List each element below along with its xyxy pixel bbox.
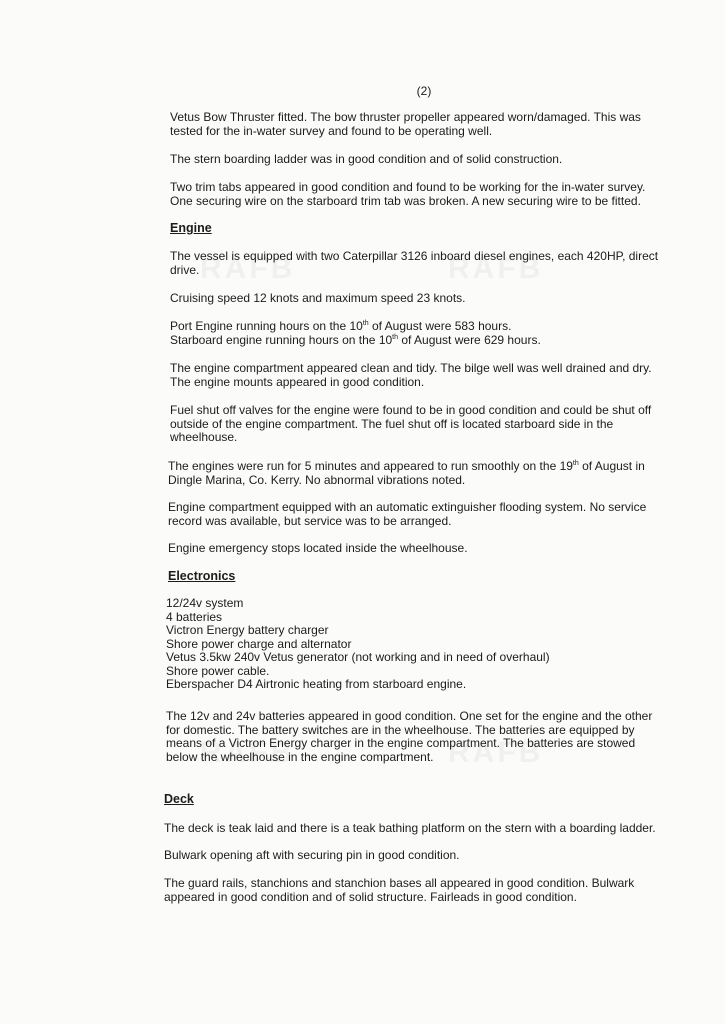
extinguisher-paragraph: [168, 501, 646, 528]
engine-run-post: of August in: [578, 459, 645, 473]
text-line: Dingle Marina, Co. Kerry. No abnormal vibrations noted.: [168, 472, 466, 487]
electronics-list: [166, 597, 550, 692]
text-line: tested for the in-water survey and found to be operating well.: [170, 123, 493, 138]
starboard-hours-post: of August were 629 hours.: [398, 332, 541, 347]
text-line: The engine mounts appeared in good condition.: [170, 374, 425, 389]
text-line: drive.: [170, 262, 200, 277]
engine-heading: Engine: [170, 221, 212, 235]
text-line: below the wheelhouse in the engine compartment.: [166, 749, 434, 764]
running-hours-paragraph: [170, 320, 541, 347]
bow-thruster-paragraph: [170, 111, 641, 138]
text-line: Vetus Bow Thruster fitted. The bow thruster propeller appeared worn/damaged. This was: [170, 110, 641, 124]
boarding-ladder-paragraph: [170, 153, 562, 167]
text-line: Bulwark opening aft with securing pin in good condition.: [164, 848, 460, 862]
text-line: The 12v and 24v batteries appeared in good condition. One set for the engine and the other: [166, 709, 653, 723]
list-item: Victron Energy battery charger: [166, 623, 329, 637]
emergency-stops-paragraph: [168, 542, 468, 556]
list-item: Shore power charge and alternator: [166, 636, 352, 651]
text-line: [168, 460, 645, 474]
text-line: wheelhouse.: [170, 430, 238, 444]
starboard-hours-pre: Starboard engine running hours on the 10: [170, 332, 393, 347]
text-line: for domestic. The battery switches are in the wheelhouse. The batteries are equipped by: [166, 722, 635, 737]
text-line: Engine compartment equipped with an automatic extinguisher flooding system. No service: [168, 500, 647, 514]
text-line: Two trim tabs appeared in good condition and found to be working for the in-water survey.: [170, 180, 646, 194]
page-number: (2): [416, 84, 432, 98]
engine-equipment-paragraph: [170, 250, 658, 277]
bulwark-opening-paragraph: [164, 849, 460, 863]
port-hours-sup: th: [362, 320, 369, 327]
guard-rails-paragraph: [164, 877, 634, 904]
text-line: The stern boarding ladder was in good condition and of solid construction.: [170, 152, 563, 166]
electronics-heading: Electronics: [168, 569, 236, 583]
list-item: Eberspacher D4 Airtronic heating from starboard engine.: [166, 677, 467, 691]
text-line: The deck is teak laid and there is a teak bathing platform on the stern with a boarding ladder.: [164, 821, 656, 835]
fuel-shutoff-paragraph: [170, 404, 651, 445]
starboard-hours-sup: th: [392, 333, 399, 341]
engine-run-pre: The engines were run for 5 minutes and appeared to run smoothly on the 19: [168, 459, 573, 473]
trim-tabs-paragraph: [170, 181, 645, 208]
text-line: record was available, but service was to be arranged.: [168, 513, 452, 528]
text-line: Cruising speed 12 knots and maximum speed 23 knots.: [170, 291, 466, 305]
list-item: 4 batteries: [166, 609, 223, 624]
engine-run-sup: th: [572, 460, 579, 467]
text-line: The vessel is equipped with two Caterpillar 3126 inboard diesel engines, each 420HP, direct: [170, 249, 659, 263]
port-hours-post: of August were 583 hours.: [368, 319, 512, 333]
text-line: The engine compartment appeared clean and tidy. The bilge well was well drained and dry.: [170, 361, 652, 375]
text-line: The guard rails, stanchions and stanchion bases all appeared in good condition. Bulwark: [164, 876, 635, 890]
port-hours-line: [170, 320, 541, 334]
list-item: Shore power cable.: [166, 663, 270, 678]
text-line: Fuel shut off valves for the engine were found to be in good condition and could be shut off: [170, 403, 652, 417]
starboard-hours-line: [170, 334, 541, 348]
text-line: appeared in good condition and of solid structure. Fairleads in good condition.: [164, 889, 577, 904]
batteries-paragraph: [166, 710, 652, 764]
text-line: means of a Victron Energy charger in the engine compartment. The batteries are stowed: [166, 736, 636, 750]
teak-deck-paragraph: [164, 822, 656, 836]
compartment-paragraph: [170, 362, 652, 389]
text-line: outside of the engine compartment. The fuel shut off is located starboard side in the: [170, 416, 614, 431]
text-line: One securing wire on the starboard trim tab was broken. A new securing wire to be fitted.: [170, 193, 641, 208]
text-line: Engine emergency stops located inside the wheelhouse.: [168, 541, 468, 555]
speed-paragraph: [170, 292, 466, 306]
port-hours-pre: Port Engine running hours on the 10: [170, 319, 363, 333]
list-item: 12/24v system: [166, 596, 244, 610]
list-item: Vetus 3.5kw 240v Vetus generator (not working and in need of overhaul): [166, 650, 550, 664]
engine-run-paragraph: [168, 460, 645, 487]
deck-heading: Deck: [164, 792, 194, 806]
